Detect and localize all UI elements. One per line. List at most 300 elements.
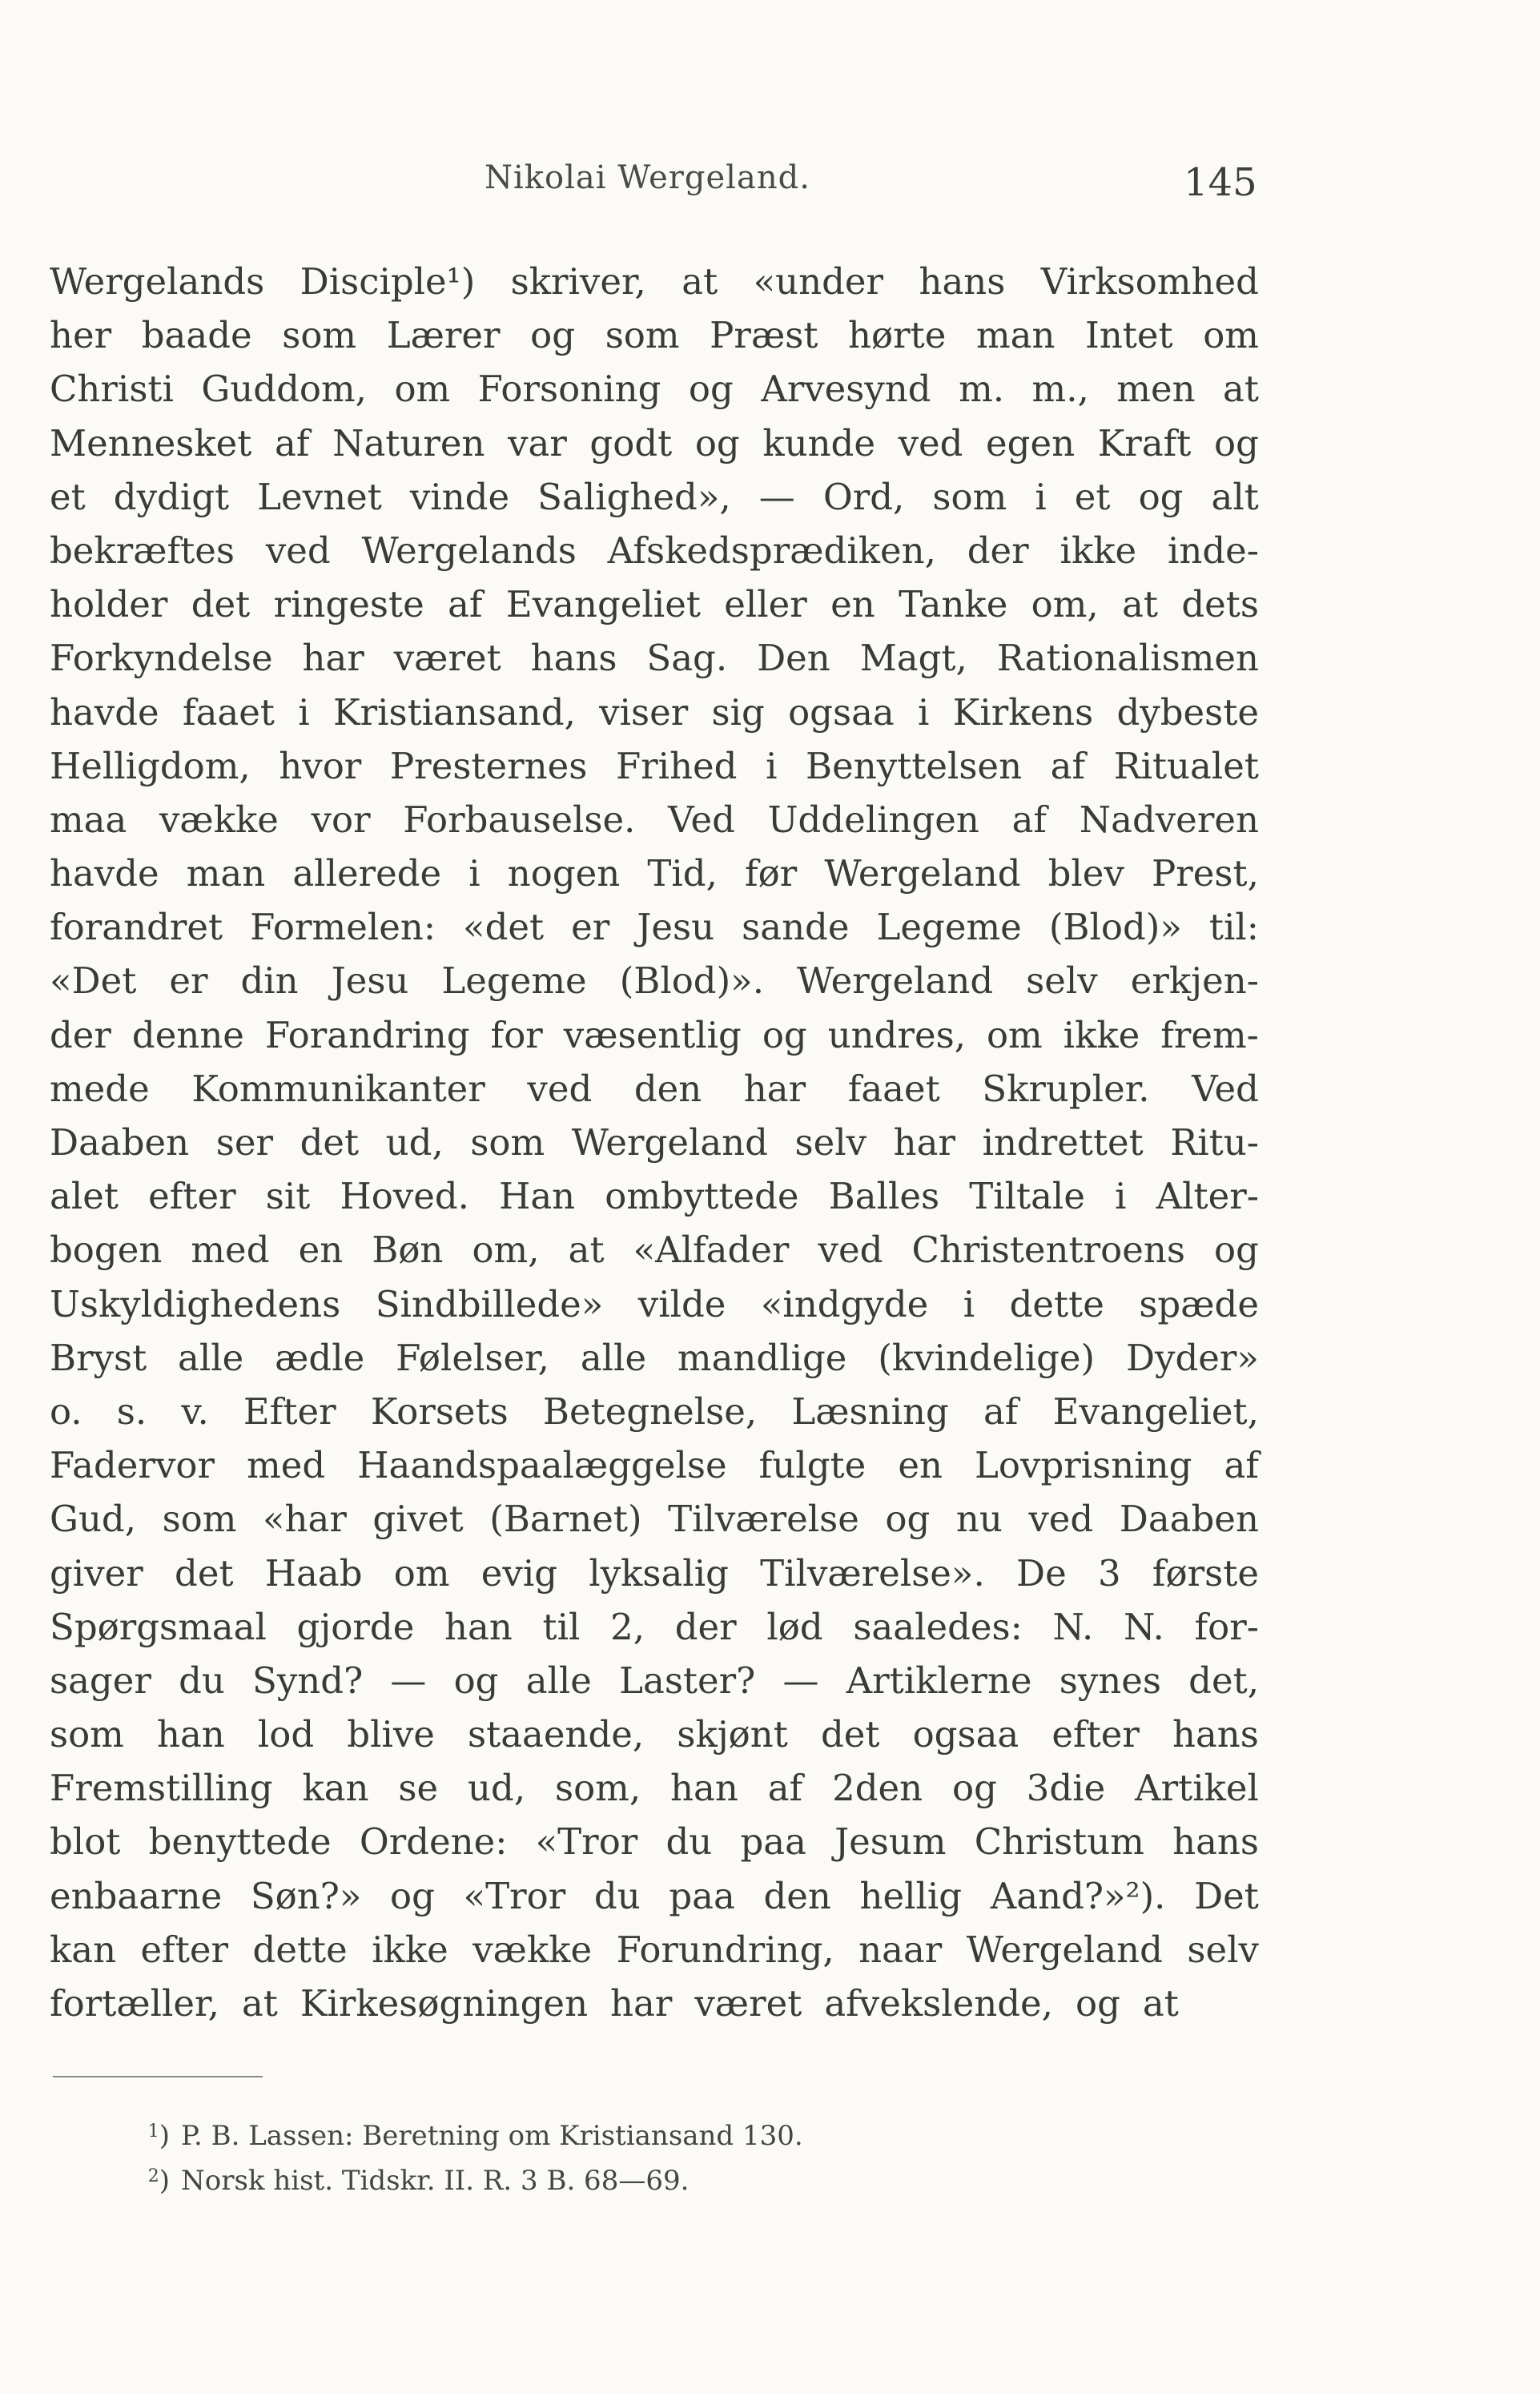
word: Uskyldighedens: [50, 1282, 341, 1325]
footnote: [53, 2154, 1094, 2199]
word: som: [162, 1498, 237, 1541]
word: Forundring,: [616, 1928, 834, 1971]
word: undres,: [827, 1013, 966, 1056]
text-line: [50, 362, 1259, 416]
footnote-marker: $^1$): [147, 2120, 170, 2152]
word: bogen: [50, 1229, 163, 1272]
text-line: [50, 1062, 1259, 1116]
footnote-number: 2: [147, 2166, 159, 2186]
word: staaende,: [468, 1713, 645, 1756]
text-line: [50, 900, 1259, 954]
word: der: [674, 1605, 737, 1648]
word: med: [247, 1444, 326, 1487]
word: «under: [753, 260, 884, 303]
word: i: [298, 690, 310, 734]
word: været: [393, 637, 501, 680]
word: med: [191, 1229, 270, 1272]
word: om: [394, 368, 451, 411]
word: kunde: [762, 421, 875, 465]
word: Fremstilling: [50, 1767, 273, 1810]
word: Levnet: [257, 475, 382, 518]
word: den: [763, 1874, 831, 1917]
word: alet: [50, 1175, 119, 1218]
word: og: [885, 1498, 931, 1541]
word: frem-: [1160, 1013, 1259, 1056]
word: Tanke: [899, 583, 1008, 626]
word: evig: [480, 1551, 558, 1595]
word: der: [967, 529, 1029, 572]
footnote-text: Norsk hist. Tidskr. II. R. 3 B. 68—69.: [181, 2165, 690, 2197]
word: efter: [148, 1175, 236, 1218]
word: egen: [986, 421, 1076, 465]
word: bekræftes: [50, 529, 235, 572]
word: Spørgsmaal: [50, 1605, 267, 1648]
word: ogsaa: [788, 690, 895, 734]
text-line: [50, 1331, 1259, 1385]
word: Ritualet: [1113, 744, 1259, 787]
text-line: [50, 1438, 1259, 1492]
word: havde: [50, 852, 159, 895]
word: man: [975, 314, 1055, 357]
word: Forkyndelse: [50, 637, 273, 680]
word: ud,: [468, 1767, 526, 1810]
word: at: [1122, 583, 1158, 626]
word: Wergeland: [797, 959, 994, 1003]
word: og: [952, 1767, 997, 1810]
word: Virksomhed: [1040, 260, 1259, 303]
word: han: [156, 1713, 225, 1756]
word: Tilværelse: [668, 1498, 859, 1541]
word: for-: [1194, 1605, 1259, 1648]
word: om: [1203, 314, 1259, 357]
word: som: [282, 314, 357, 357]
word: dybeste: [1116, 690, 1259, 734]
word: det,: [1188, 1659, 1259, 1702]
word: har: [302, 637, 364, 680]
word: naar: [858, 1928, 943, 1971]
word: Hoved.: [340, 1175, 469, 1218]
word: sager: [50, 1659, 151, 1702]
word: i: [468, 852, 480, 895]
word: ved: [527, 1067, 593, 1110]
word: Frihed: [615, 744, 738, 787]
word: «indgyde: [760, 1282, 929, 1325]
word: Ordene:: [359, 1820, 508, 1864]
footnote-divider: [53, 2076, 263, 2077]
word: Wergeland: [966, 1928, 1163, 1971]
word: nu: [955, 1498, 1003, 1541]
word: her: [50, 314, 112, 357]
word: Tilværelse».: [760, 1551, 985, 1595]
word: Kraft: [1097, 421, 1192, 465]
word: maa: [50, 798, 127, 841]
word: din: [240, 959, 299, 1003]
word: vinde: [409, 475, 510, 518]
text-line: [50, 524, 1259, 577]
word: Presternes: [389, 744, 588, 787]
word: og: [1075, 1982, 1120, 2025]
word: Kirkens: [952, 690, 1094, 734]
word: enbaarne: [50, 1874, 223, 1917]
page-number: 145: [1184, 160, 1257, 205]
word: af: [767, 1767, 803, 1810]
word: hvor: [279, 744, 362, 787]
word: blot: [50, 1820, 121, 1864]
word: af: [1224, 1444, 1259, 1487]
running-title: Nikolai Wergeland.: [485, 159, 810, 196]
word: o.: [50, 1390, 82, 1433]
word: og: [390, 1874, 435, 1917]
word: en: [898, 1444, 943, 1487]
word: i: [1115, 1175, 1127, 1218]
word: Guddom,: [201, 368, 367, 411]
word: Ved: [1192, 1067, 1259, 1110]
word: at: [568, 1229, 605, 1272]
word: «det: [463, 906, 545, 949]
word: indrettet: [982, 1121, 1144, 1164]
word: det: [191, 583, 251, 626]
word: ved: [1028, 1498, 1094, 1541]
word: Christum: [974, 1820, 1144, 1864]
word: ikke: [1060, 529, 1137, 572]
word: og: [1138, 475, 1184, 518]
text-line: [50, 1116, 1259, 1169]
word: som: [605, 314, 680, 357]
word: giver: [50, 1551, 143, 1595]
word: —: [758, 475, 795, 518]
word: væsentlig: [563, 1013, 742, 1056]
word: Bøn: [372, 1229, 444, 1272]
word: Efter: [243, 1390, 336, 1433]
word: faaet: [182, 690, 275, 734]
word: Daaben: [1119, 1498, 1259, 1541]
word: dette: [252, 1928, 348, 1971]
word: baade: [141, 314, 252, 357]
word: Evangeliet,: [1052, 1390, 1259, 1433]
word: ikke: [372, 1928, 448, 1971]
word: Wergeland: [571, 1121, 768, 1164]
word: har: [893, 1121, 955, 1164]
text-line: [50, 793, 1259, 847]
body-text: [50, 255, 1259, 2030]
word: Han: [499, 1175, 576, 1218]
word: har: [743, 1067, 806, 1110]
word: ikke: [1063, 1013, 1140, 1056]
footnote-number: 1: [147, 2122, 159, 2142]
word: dets: [1181, 583, 1259, 626]
word: Alter-: [1156, 1175, 1259, 1218]
word: en: [298, 1229, 344, 1272]
word: sit: [265, 1175, 311, 1218]
word: vække: [472, 1928, 593, 1971]
word: at: [682, 260, 718, 303]
word: Formelen:: [250, 906, 436, 949]
word: Intet: [1085, 314, 1173, 357]
word: Salighed»,: [537, 475, 731, 518]
word: i: [1035, 475, 1047, 518]
word: og: [694, 421, 740, 465]
word: Forandring: [264, 1013, 470, 1056]
word: N.: [1124, 1605, 1164, 1648]
text-line: [50, 847, 1259, 900]
word: af: [274, 421, 310, 465]
word: benyttede: [148, 1820, 332, 1864]
text-line: [50, 255, 1259, 308]
word: det: [820, 1713, 880, 1756]
word: N.: [1052, 1605, 1094, 1648]
word: det: [175, 1551, 234, 1595]
word: Kirkesøgningen: [300, 1982, 589, 2025]
word: Daaben: [50, 1121, 190, 1164]
word: «Tror: [535, 1820, 638, 1864]
text-line: [50, 1008, 1259, 1062]
word: Nadveren: [1079, 798, 1259, 841]
word: af: [448, 583, 483, 626]
word: ringeste: [273, 583, 424, 626]
word: og: [530, 314, 576, 357]
text-line: [50, 1654, 1259, 1707]
text-line: [50, 1223, 1259, 1277]
text-line: [50, 631, 1259, 685]
word: synes: [1059, 1659, 1161, 1702]
word: gjorde: [296, 1605, 415, 1648]
word: af: [983, 1390, 1019, 1433]
word: i: [766, 744, 778, 787]
word: hellig: [859, 1874, 963, 1917]
word: hans: [919, 260, 1006, 303]
word: dydigt: [113, 475, 230, 518]
word: (kvindelige): [878, 1336, 1096, 1379]
word: De: [1016, 1551, 1067, 1595]
word: fulgte: [758, 1444, 867, 1487]
word: Jesum: [834, 1820, 947, 1864]
word: 3: [1098, 1551, 1121, 1595]
word: allerede: [292, 852, 442, 895]
word: første: [1152, 1551, 1259, 1595]
word: om: [986, 1013, 1043, 1056]
text-line: [50, 1277, 1259, 1331]
text-line: [50, 686, 1259, 739]
word: ædle: [275, 1336, 365, 1379]
word: Afskedsprædiken,: [607, 529, 936, 572]
word: «har: [263, 1498, 347, 1541]
word: har: [610, 1982, 673, 2025]
word: man: [186, 852, 266, 895]
word: Legeme: [441, 959, 587, 1003]
word: og: [762, 1013, 807, 1056]
footnote-text: P. B. Lassen: Beretning om Kristiansand 130.: [181, 2120, 803, 2152]
word: er: [571, 906, 610, 949]
word: Forbauselse.: [403, 798, 636, 841]
footnotes: [53, 2109, 1094, 2199]
word: at: [1223, 368, 1259, 411]
text-line: [50, 1923, 1259, 1977]
word: vække: [159, 798, 279, 841]
word: lod: [257, 1713, 315, 1756]
text-line: [50, 739, 1259, 793]
word: Følelser,: [396, 1336, 549, 1379]
word: havde: [50, 690, 159, 734]
word: i: [963, 1282, 975, 1325]
word: blev: [1047, 852, 1124, 895]
word: Uddelingen: [767, 798, 979, 841]
word: til:: [1208, 906, 1259, 949]
text-line: [50, 954, 1259, 1007]
word: faaet: [847, 1067, 940, 1110]
word: Dyder»: [1125, 1336, 1259, 1379]
word: Artiklerne: [846, 1659, 1032, 1702]
word: at: [241, 1982, 278, 2025]
word: den: [633, 1067, 702, 1110]
word: —: [782, 1659, 819, 1702]
word: skjønt: [677, 1713, 788, 1756]
word: i: [918, 690, 930, 734]
word: han: [670, 1767, 738, 1810]
word: lød: [766, 1605, 823, 1648]
word: været: [694, 1982, 802, 2025]
word: Det: [1194, 1874, 1259, 1917]
word: til: [542, 1605, 581, 1648]
text-line: [50, 1385, 1259, 1438]
word: ud,: [385, 1121, 444, 1164]
word: skriver,: [510, 260, 646, 303]
word: Lærer: [386, 314, 501, 357]
word: v.: [181, 1390, 209, 1433]
word: Sindbillede»: [375, 1282, 604, 1325]
word: ogsaa: [912, 1713, 1019, 1756]
word: forandret: [50, 906, 223, 949]
word: du: [179, 1659, 225, 1702]
word: Wergelands: [361, 529, 577, 572]
word: Søn?»: [250, 1874, 362, 1917]
word: alle: [178, 1336, 244, 1379]
word: Læsning: [791, 1390, 949, 1433]
text-line: [50, 470, 1259, 524]
text-line: [50, 1492, 1259, 1546]
word: erkjen-: [1130, 959, 1259, 1003]
word: Sag.: [646, 637, 728, 680]
word: Bryst: [50, 1336, 147, 1379]
word: og: [1213, 421, 1259, 465]
word: —: [390, 1659, 427, 1702]
text-line: [50, 1977, 1259, 2030]
word: Ved: [668, 798, 735, 841]
footnote-marker: $^2$): [147, 2165, 170, 2197]
word: Korsets: [370, 1390, 509, 1433]
word: at: [1142, 1982, 1179, 2025]
word: alt: [1211, 475, 1259, 518]
word: viser: [599, 690, 689, 734]
word: som,: [555, 1767, 641, 1810]
word: Christi: [50, 368, 174, 411]
word: Artikel: [1135, 1767, 1259, 1810]
word: Aand?»²).: [990, 1874, 1166, 1917]
word: hans: [530, 637, 617, 680]
word: Wergelands: [50, 260, 265, 303]
word: Evangeliet: [505, 583, 701, 626]
text-line: [50, 1546, 1259, 1600]
word: Naturen: [332, 421, 485, 465]
word: alle: [525, 1659, 592, 1702]
word: han: [444, 1605, 513, 1648]
word: efter: [140, 1928, 229, 1971]
text-line: [50, 1600, 1259, 1654]
footnote: [53, 2109, 1094, 2154]
word: «Alfader: [633, 1229, 790, 1272]
word: givet: [372, 1498, 464, 1541]
word: Jesu: [331, 959, 409, 1003]
word: (Blod)»: [1048, 906, 1182, 949]
word: Forsoning: [477, 368, 661, 411]
word: 3die: [1026, 1767, 1106, 1810]
word: se: [398, 1767, 439, 1810]
word: Benyttelsen: [806, 744, 1023, 787]
word: før: [744, 852, 798, 895]
word: s.: [116, 1390, 147, 1433]
word: Ord,: [822, 475, 905, 518]
word: kan: [50, 1928, 117, 1971]
word: en: [830, 583, 875, 626]
word: Kristiansand,: [332, 690, 576, 734]
word: ved: [265, 529, 331, 572]
word: Tiltale: [969, 1175, 1085, 1218]
word: «Det: [50, 959, 137, 1003]
word: der: [50, 1013, 111, 1056]
word: paa: [740, 1820, 806, 1864]
word: Tid,: [647, 852, 718, 895]
word: det: [300, 1121, 360, 1164]
text-line: [50, 1169, 1259, 1223]
word: Gud,: [50, 1498, 137, 1541]
word: 2den: [832, 1767, 923, 1810]
word: godt: [589, 421, 673, 465]
word: afvekslende,: [824, 1982, 1053, 2025]
word: Kommunikanter: [191, 1067, 485, 1110]
word: kan: [302, 1767, 369, 1810]
word: efter: [1051, 1713, 1140, 1756]
word: holder: [50, 583, 168, 626]
word: Laster?: [619, 1659, 756, 1702]
word: Ritu-: [1170, 1121, 1259, 1164]
word: eller: [724, 583, 807, 626]
word: et: [1074, 475, 1111, 518]
word: Legeme: [876, 906, 1022, 949]
word: mandlige: [677, 1336, 847, 1379]
word: nogen: [507, 852, 621, 895]
word: Synd?: [252, 1659, 364, 1702]
word: om,: [472, 1229, 540, 1272]
word: mede: [50, 1067, 150, 1110]
word: og: [453, 1659, 499, 1702]
text-line: [50, 1761, 1259, 1815]
word: ser: [215, 1121, 273, 1164]
word: lyksalig: [589, 1551, 729, 1595]
word: fortæller,: [50, 1982, 219, 2025]
word: (Barnet): [489, 1498, 642, 1541]
word: Lovprisning: [975, 1444, 1192, 1487]
word: Prest,: [1151, 852, 1259, 895]
word: for: [490, 1013, 543, 1056]
word: «Tror: [463, 1874, 566, 1917]
word: du: [593, 1874, 641, 1917]
word: selv: [794, 1121, 867, 1164]
word: og: [688, 368, 734, 411]
word: du: [665, 1820, 713, 1864]
word: hans: [1172, 1713, 1259, 1756]
text-line: [50, 1707, 1259, 1761]
word: blive: [347, 1713, 435, 1756]
word: ombyttede: [605, 1175, 799, 1218]
